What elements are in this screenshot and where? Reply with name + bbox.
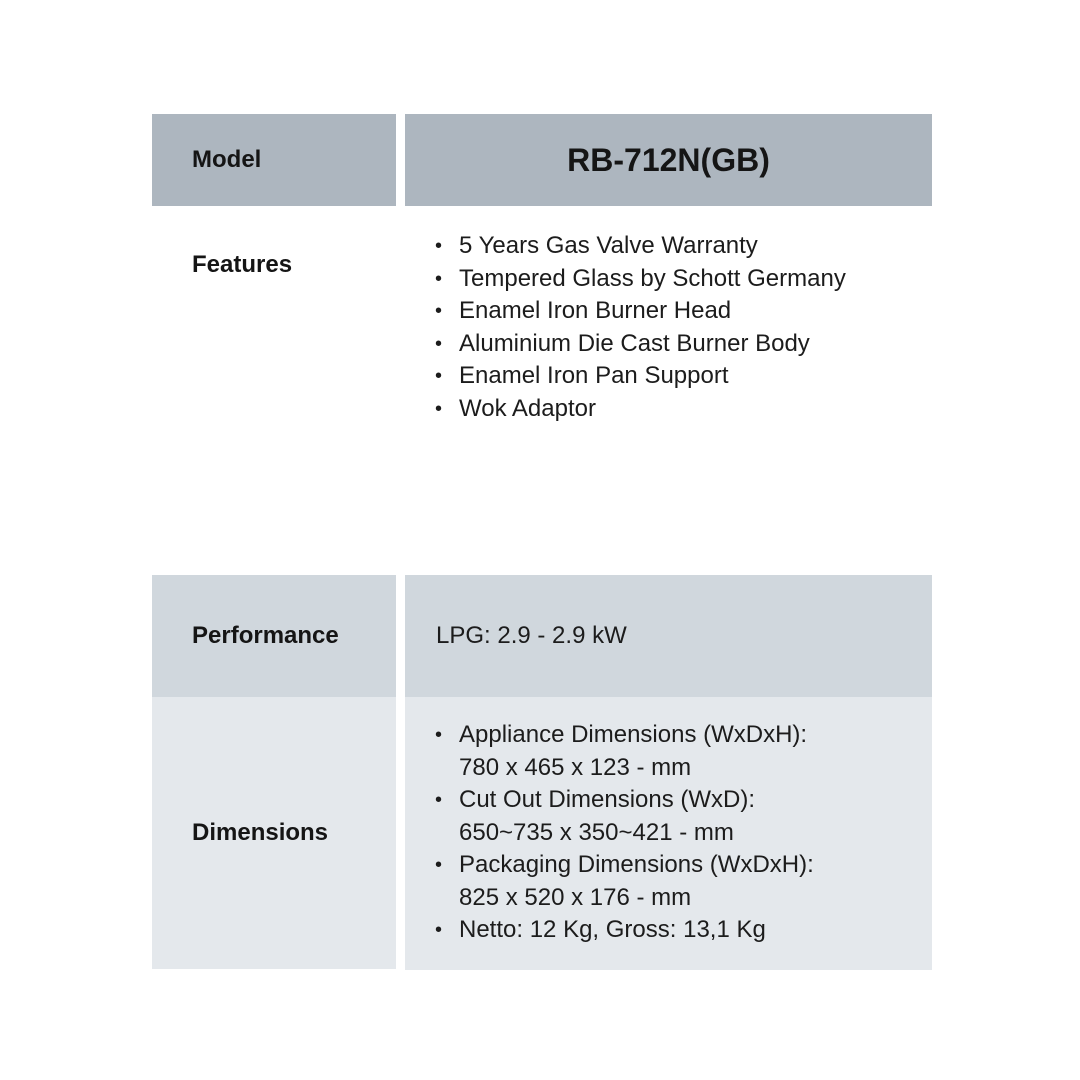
performance-label: Performance — [192, 622, 339, 649]
features-label: Features — [192, 251, 293, 278]
dimension-item — [435, 719, 932, 784]
model-value-cell — [405, 114, 932, 206]
feature-item: • Enamel Iron Burner Head — [435, 295, 932, 328]
model-number: RB-712N(GB) — [567, 141, 770, 178]
dimensions-list — [405, 719, 932, 947]
features-list — [405, 230, 932, 425]
dimensions-list-cell — [405, 697, 932, 970]
performance-value-cell — [405, 575, 932, 697]
dimension-item-title: • Appliance Dimensions (WxDxH): — [459, 721, 808, 748]
dimension-item-value: 780 x 465 x 123 - mm — [459, 753, 692, 781]
features-list-cell — [405, 230, 932, 425]
dimension-item-value: 825 x 520 x 176 - mm — [459, 883, 692, 911]
dimension-item — [435, 784, 932, 849]
features-label-cell — [152, 206, 396, 324]
feature-item: • 5 Years Gas Valve Warranty — [435, 230, 932, 263]
dimensions-label: Dimensions — [192, 819, 329, 846]
dimensions-label-cell — [152, 697, 396, 969]
feature-item: • Tempered Glass by Schott Germany — [435, 263, 932, 296]
feature-item: • Enamel Iron Pan Support — [435, 360, 932, 393]
model-label-cell — [152, 114, 396, 206]
dimension-item — [435, 849, 932, 914]
feature-item: • Wok Adaptor — [435, 393, 932, 426]
dimension-item — [435, 914, 932, 947]
dimension-item-value: 650~735 x 350~421 - mm — [459, 818, 734, 846]
dimension-item-title: • Netto: 12 Kg, Gross: 13,1 Kg — [459, 916, 766, 943]
performance-value: LPG: 2.9 - 2.9 kW — [436, 622, 627, 649]
performance-label-cell — [152, 575, 396, 697]
dimension-item-title: • Packaging Dimensions (WxDxH): — [459, 851, 814, 878]
dimension-item-title: • Cut Out Dimensions (WxD): — [459, 786, 756, 813]
feature-item: • Aluminium Die Cast Burner Body — [435, 328, 932, 361]
model-label: Model — [192, 146, 262, 173]
